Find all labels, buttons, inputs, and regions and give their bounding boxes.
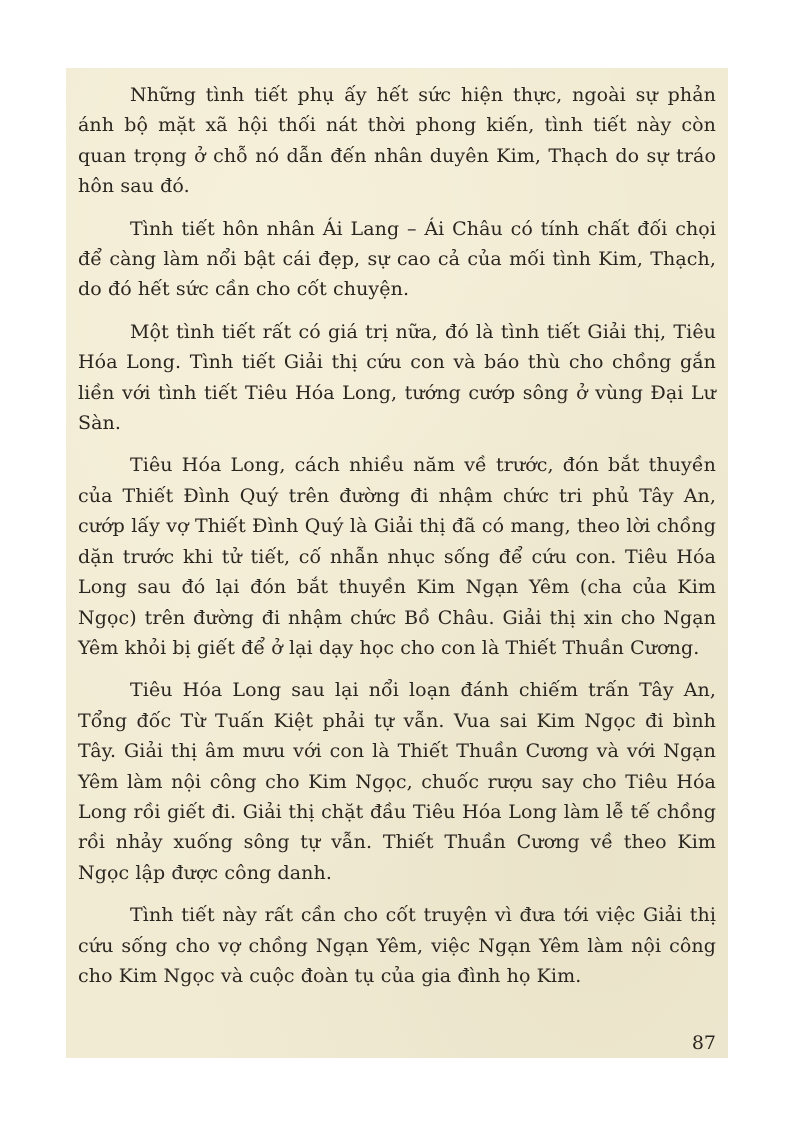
paragraph-1: Những tình tiết phụ ấy hết sức hiện thực, ngoài sự phản ánh bộ mặt xã hội thối nát thời phong kiến, tình tiết này còn quan trọng ở chỗ nó dẫn đến nhân duyên Kim, Thạch do sự tráo hôn sau đó. [78, 84, 716, 198]
paragraph-2: Tình tiết hôn nhân Ái Lang – Ái Châu có tính chất đối chọi để càng làm nổi bật cái đẹp, sự cao cả của mối tình Kim, Thạch, do đó hết sức cần cho cốt chuyện. [78, 217, 716, 301]
paragraph-6: Tình tiết này rất cần cho cốt truyện vì đưa tới việc Giải thị cứu sống cho vợ chồng Ngạn Yêm, việc Ngạn Yêm làm nội công cho Kim Ngọc và cuộc đoàn tụ của gia đình họ Kim. [78, 904, 716, 987]
paragraph-5: Tiêu Hóa Long sau lại nổi loạn đánh chiếm trấn Tây An, Tổng đốc Từ Tuấn Kiệt phải tự vẫn. Vua sai Kim Ngọc đi bình Tây. Giải thị âm mưu với con là Thiết Thuần Cương và với Ngạn Yêm làm nội công cho Kim Ngọc, chuốc rượu say cho Tiêu Hóa Long rồi giết đi. Giải thị chặt đầu Tiêu Hóa Long làm lễ tế chồng rồi nhảy xuống sông tự vẫn. Thiết Thuần Cương về theo Kim Ngọc lập được công danh. [78, 679, 716, 884]
book-page [66, 68, 728, 1058]
page-number: 87 [691, 1032, 716, 1054]
body-text [78, 80, 716, 1003]
paragraph-3: Một tình tiết rất có giá trị nữa, đó là tình tiết Giải thị, Tiêu Hóa Long. Tình tiết Giải thị cứu con và báo thù cho chồng gắn liền với tình tiết Tiêu Hóa Long, tướng cướp sông ở vùng Đại Lư Sàn. [78, 320, 716, 435]
paragraph-4: Tiêu Hóa Long, cách nhiều năm về trước, đón bắt thuyền của Thiết Đình Quý trên đường đi nhậm chức tri phủ Tây An, cướp lấy vợ Thiết Đình Quý là Giải thị đã có mang, theo lời chồng dặn trước khi tử tiết, cố nhẫn nhục sống để cứu con. Tiêu Hóa Long sau đó lại đón bắt thuyền Kim Ngạn Yêm (cha của Kim Ngọc) trên đường đi nhậm chức Bồ Châu. Giải thị xin cho Ngạn Yêm khỏi bị giết để ở lại dạy học cho con là Thiết Thuần Cương. [78, 454, 716, 659]
